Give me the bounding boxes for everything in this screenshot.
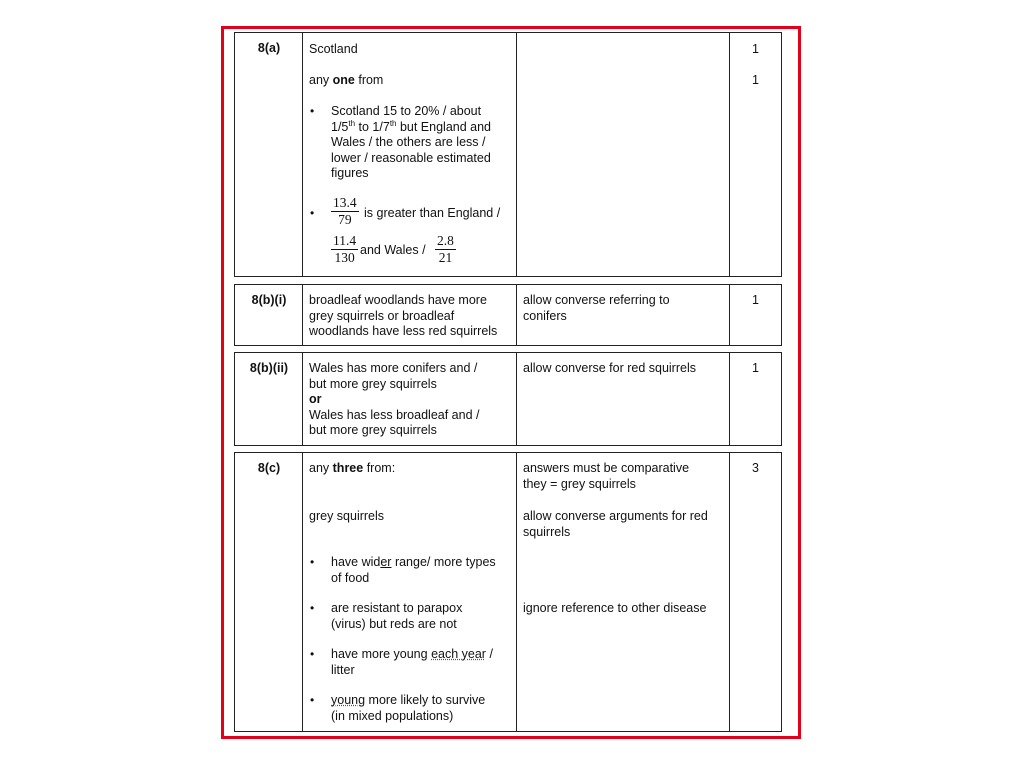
fraction: $\frac{13.4}{79}$ [333, 195, 357, 227]
guidance-cell [517, 285, 730, 345]
section-8a [234, 32, 782, 277]
mark-cell [730, 33, 781, 276]
section-8c [234, 452, 782, 732]
guidance-cell [517, 453, 730, 731]
question-id-cell [235, 33, 303, 276]
mark-value: 1 [752, 42, 759, 56]
list-item: have wider range/ more types of food [331, 555, 496, 585]
guidance-cell [517, 353, 730, 445]
list-item-text: and Wales / [360, 243, 426, 257]
question-id: 8(c) [257, 461, 281, 475]
bullet: • [310, 555, 315, 569]
bullet: • [310, 206, 315, 220]
list-item: Scotland 15 to 20% / about 1/5th to 1/7th but England and Wales / the others are less / lower / reasonable estimated figures [331, 104, 492, 180]
mark-cell [730, 353, 781, 445]
question-id-cell [235, 353, 303, 445]
answer-text: Scotland [309, 42, 358, 56]
question-id: 8(a) [257, 41, 281, 55]
answer-cell [303, 33, 517, 276]
bullet: • [310, 104, 315, 118]
guidance-cell [517, 33, 730, 276]
list-item: have more young each year / litter [331, 647, 493, 677]
answer-text: Wales has more conifers and / but more grey squirrels or Wales has less broadleaf and / but more grey squirrels [309, 361, 480, 437]
section-8bi [234, 284, 782, 346]
answer-text: grey squirrels [309, 509, 385, 523]
fraction: $\frac{2.8}{21}$ [437, 233, 454, 265]
mark-value: 1 [752, 361, 759, 375]
guidance-text: allow converse for red squirrels [523, 361, 696, 375]
answer-cell [303, 285, 517, 345]
bullet: • [310, 601, 315, 615]
bullet: • [310, 693, 315, 707]
instruction-text: any one from [309, 73, 384, 87]
list-item: are resistant to parapox (virus) but reds are not [331, 601, 463, 631]
fraction: $\frac{11.4}{130}$ [333, 233, 357, 265]
mark-value: 1 [752, 293, 759, 307]
answer-cell [303, 453, 517, 731]
list-item: young more likely to survive (in mixed populations) [331, 693, 486, 723]
section-8bii [234, 352, 782, 446]
answer-cell [303, 353, 517, 445]
guidance-text: allow converse referring to conifers [523, 293, 670, 323]
question-id-cell [235, 453, 303, 731]
question-id: 8(b)(i) [251, 293, 287, 307]
list-item-text: is greater than England / [364, 206, 501, 220]
question-id: 8(b)(ii) [249, 361, 289, 375]
question-id-cell [235, 285, 303, 345]
answer-text: broadleaf woodlands have more grey squirrels or broadleaf woodlands have less red squirrels [309, 293, 498, 338]
guidance-text: answers must be comparative they = grey squirrels [523, 461, 690, 491]
mark-value: 1 [752, 73, 759, 87]
bullet: • [310, 647, 315, 661]
guidance-text: ignore reference to other disease [523, 601, 707, 615]
instruction-text: any three from: [309, 461, 396, 475]
mark-cell [730, 285, 781, 345]
mark-value: 3 [752, 461, 759, 475]
mark-cell [730, 453, 781, 731]
guidance-text: allow converse arguments for red squirrels [523, 509, 708, 539]
